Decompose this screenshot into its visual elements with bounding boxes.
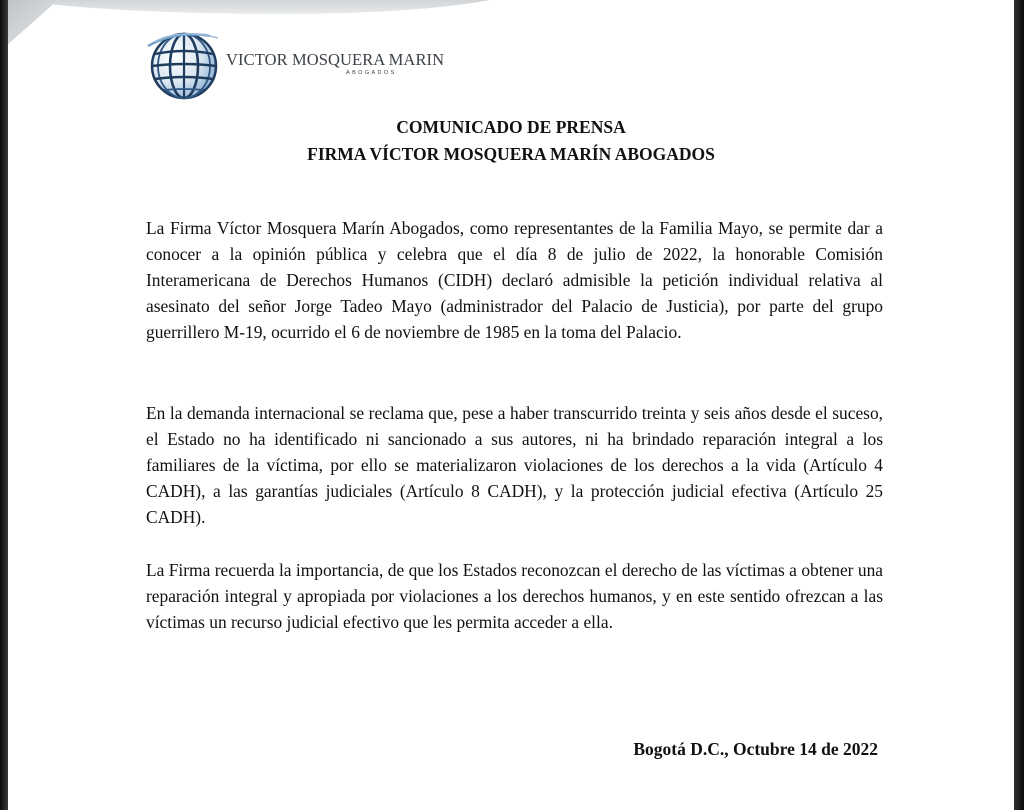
letterhead-top-curve xyxy=(8,0,528,14)
photo-frame-right-edge xyxy=(1014,0,1024,810)
globe-logo-icon xyxy=(146,26,222,102)
paragraph-1: La Firma Víctor Mosquera Marín Abogados, como representantes de la Familia Mayo, se permite dar a conocer a la opinión pública y celebra que el día 8 de julio de 2022, la honorable Comisión Interamericana de Derechos Humanos (CIDH) declaró admisible la petición individual relativa al asesinato del señor Jorge Tadeo Mayo (administrador del Palacio de Justicia), por parte del grupo guerrillero M-19, ocurrido el 6 de noviembre de 1985 en la toma del Palacio. xyxy=(146,218,883,342)
firm-logo xyxy=(146,26,446,102)
logo-firm-subtitle: ABOGADOS xyxy=(346,70,397,76)
photo-frame-left-edge xyxy=(0,0,8,810)
document-page xyxy=(8,0,1014,810)
heading-firm-name: FIRMA VÍCTOR MOSQUERA MARÍN ABOGADOS xyxy=(307,144,715,164)
signoff-place-date: Bogotá D.C., Octubre 14 de 2022 xyxy=(633,739,878,759)
paragraph-2: En la demanda internacional se reclama que, pese a haber transcurrido treinta y seis años desde el suceso, el Estado no ha identificado ni sancionado a sus autores, ni ha brindado reparación integral a los familiares de la víctima, por ello se materializaron violaciones de los derechos a la vida (Artículo 4 CADH), a las garantías judiciales (Artículo 8 CADH), y la protección judicial efectiva (Artículo 25 CADH). xyxy=(146,403,883,527)
letterhead-corner-shade xyxy=(8,0,58,62)
logo-firm-name: VICTOR MOSQUERA MARIN xyxy=(226,50,445,69)
heading-press-release: COMUNICADO DE PRENSA xyxy=(396,117,626,137)
paragraph-3: La Firma recuerda la importancia, de que los Estados reconozcan el derecho de las víctimas a obtener una reparación integral y apropiada por violaciones a los derechos humanos, y en este sentido ofrezcan a las víctimas un recurso judicial efectivo que les permita acceder a ella. xyxy=(146,560,883,632)
